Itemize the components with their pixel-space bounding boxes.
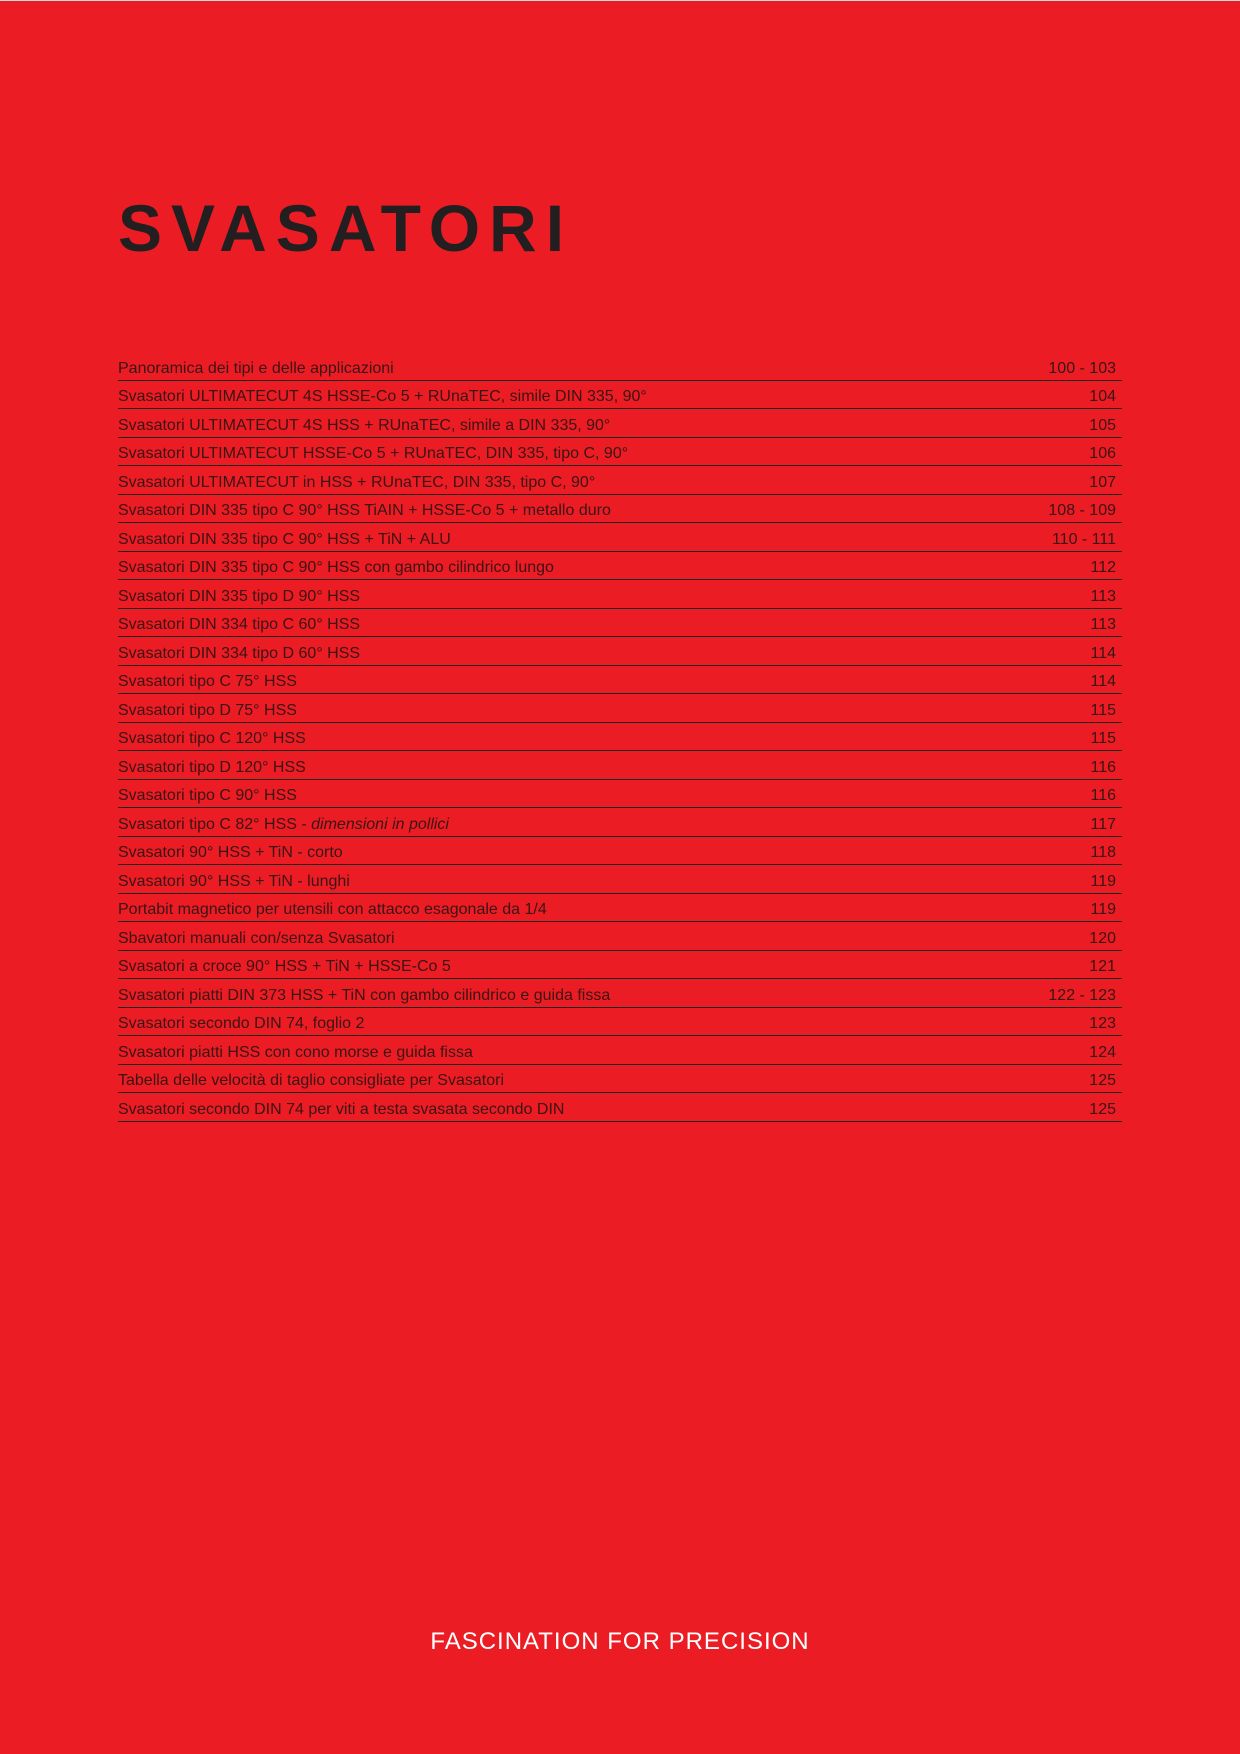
toc-entry-label: [118, 388, 647, 406]
toc-entry-page-range: 104: [1089, 388, 1116, 405]
toc-entry-page-range: 107: [1089, 473, 1116, 491]
toc-row[interactable]: [118, 495, 1122, 524]
toc-entry-text: Svasatori piatti DIN 373 HSS + TiN con gambo cilindrico e guida fissa: [118, 986, 611, 1004]
toc-entry-label: [118, 987, 610, 1005]
toc-row[interactable]: [118, 865, 1122, 894]
toc-row[interactable]: [118, 409, 1122, 438]
toc-entry-text: Svasatori secondo DIN 74, foglio 2: [118, 1015, 365, 1032]
toc-row[interactable]: [118, 979, 1122, 1008]
toc-row[interactable]: [118, 894, 1122, 923]
toc-row[interactable]: [118, 1036, 1122, 1065]
toc-entry-label: [118, 759, 306, 777]
toc-entry-label: [118, 816, 449, 834]
toc-entry-label: [118, 502, 611, 520]
toc-entry-label: [118, 474, 595, 492]
toc-entry-label: [118, 901, 547, 919]
toc-entry-label: [118, 930, 395, 948]
toc-row[interactable]: [118, 780, 1122, 809]
toc-entry-page-range: 106: [1089, 445, 1116, 462]
toc-entry-page-range: 121: [1089, 958, 1116, 975]
toc-entry-text: Svasatori tipo D 75° HSS: [118, 701, 297, 719]
table-of-contents: [118, 352, 1122, 1122]
toc-entry-label: [118, 360, 394, 378]
toc-entry-label: [118, 873, 350, 891]
toc-row[interactable]: [118, 666, 1122, 695]
toc-row[interactable]: [118, 352, 1122, 381]
toc-row[interactable]: [118, 694, 1122, 723]
toc-entry-page-range: 119: [1090, 872, 1116, 890]
toc-entry-text: Sbavatori manuali con/senza Svasatori: [118, 929, 395, 947]
toc-entry-label: [118, 417, 610, 435]
toc-row[interactable]: [118, 951, 1122, 980]
toc-entry-label: [118, 616, 360, 634]
toc-entry-text: Svasatori ULTIMATECUT 4S HSSE-Co 5 + RUnaTEC, simile DIN 335, 90°: [118, 388, 647, 405]
toc-entry-page-range: 108 - 109: [1048, 502, 1116, 519]
toc-entry-text: Svasatori DIN 335 tipo C 90° HSS TiAIN + HSSE-Co 5 + metallo duro: [118, 502, 611, 519]
toc-entry-page-range: 124: [1089, 1043, 1116, 1061]
toc-entry-page-range: 114: [1090, 644, 1116, 662]
toc-entry-page-range: 113: [1090, 616, 1116, 633]
toc-entry-label: [118, 1015, 364, 1033]
toc-entry-text: Svasatori 90° HSS + TiN - corto: [118, 844, 343, 861]
toc-entry-text: Svasatori ULTIMATECUT in HSS + RUnaTEC, DIN 335, tipo C, 90°: [118, 473, 596, 491]
toc-entry-text: Svasatori DIN 334 tipo C 60° HSS: [118, 616, 361, 633]
toc-entry-text: Svasatori DIN 335 tipo C 90° HSS + TiN + ALU: [118, 530, 451, 548]
toc-entry-page-range: 105: [1089, 416, 1116, 434]
toc-entry-page-range: 100 - 103: [1048, 359, 1116, 377]
toc-entry-page-range: 123: [1089, 1015, 1116, 1032]
toc-entry-text: Svasatori DIN 334 tipo D 60° HSS: [118, 644, 361, 662]
toc-entry-text: Svasatori DIN 335 tipo D 90° HSS: [118, 587, 361, 605]
toc-entry-label: [118, 958, 451, 976]
toc-row[interactable]: [118, 1065, 1122, 1094]
toc-entry-text: Svasatori tipo C 90° HSS: [118, 787, 297, 804]
toc-entry-label: [118, 445, 628, 463]
toc-entry-text: Tabella delle velocità di taglio consigliate per Svasatori: [118, 1072, 504, 1089]
toc-entry-page-range: 113: [1090, 587, 1116, 605]
toc-entry-page-range: 125: [1089, 1100, 1116, 1118]
section-title: SVASATORI: [118, 191, 574, 265]
toc-row[interactable]: [118, 1008, 1122, 1037]
toc-entry-label: [118, 588, 360, 606]
toc-entry-page-range: 117: [1090, 815, 1116, 833]
toc-entry-label: [118, 844, 343, 862]
toc-entry-text: Svasatori DIN 335 tipo C 90° HSS con gambo cilindrico lungo: [118, 559, 554, 576]
toc-entry-label: [118, 1072, 504, 1090]
toc-entry-text: Svasatori tipo C 120° HSS: [118, 730, 306, 747]
toc-entry-page-range: 116: [1090, 787, 1116, 804]
toc-entry-page-range: 115: [1090, 701, 1116, 719]
toc-entry-label: [118, 1044, 473, 1062]
toc-entry-page-range: 110 - 111: [1051, 530, 1116, 548]
toc-entry-text: Svasatori secondo DIN 74 per viti a testa svasata secondo DIN: [118, 1100, 565, 1118]
toc-entry-label: [118, 531, 451, 549]
toc-entry-page-range: 118: [1090, 844, 1116, 861]
toc-row[interactable]: [118, 637, 1122, 666]
toc-row[interactable]: [118, 438, 1122, 467]
toc-row[interactable]: [118, 381, 1122, 410]
toc-entry-text: Svasatori ULTIMATECUT 4S HSS + RUnaTEC, simile a DIN 335, 90°: [118, 416, 611, 434]
toc-entry-label: [118, 730, 306, 748]
toc-row[interactable]: [118, 922, 1122, 951]
toc-entry-label: [118, 1101, 564, 1119]
toc-entry-page-range: 114: [1090, 673, 1116, 690]
toc-entry-label: [118, 645, 360, 663]
toc-row[interactable]: [118, 751, 1122, 780]
toc-row[interactable]: [118, 552, 1122, 581]
toc-entry-italic-text: dimensioni in pollici: [311, 815, 449, 833]
toc-entry-page-range: 122 - 123: [1048, 986, 1116, 1004]
toc-entry-label: [118, 673, 297, 691]
toc-row[interactable]: [118, 723, 1122, 752]
toc-row[interactable]: [118, 609, 1122, 638]
toc-entry-text: Svasatori ULTIMATECUT HSSE-Co 5 + RUnaTEC, DIN 335, tipo C, 90°: [118, 445, 629, 462]
toc-row[interactable]: [118, 580, 1122, 609]
toc-row[interactable]: [118, 1093, 1122, 1122]
toc-entry-text: Svasatori piatti HSS con cono morse e guida fissa: [118, 1043, 473, 1061]
toc-entry-text: Svasatori tipo D 120° HSS: [118, 758, 306, 776]
toc-entry-label: [118, 559, 554, 577]
toc-entry-label: [118, 787, 297, 805]
toc-entry-label: [118, 702, 297, 720]
page-top-edge: [0, 0, 1240, 1]
toc-row[interactable]: [118, 523, 1122, 552]
footer-slogan: FASCINATION FOR PRECISION: [430, 1628, 810, 1655]
toc-row[interactable]: [118, 808, 1122, 837]
toc-entry-text: Panoramica dei tipi e delle applicazioni: [118, 359, 394, 377]
toc-entry-text: Svasatori a croce 90° HSS + TiN + HSSE-Co 5: [118, 958, 451, 975]
toc-entry-text: Svasatori 90° HSS + TiN - lunghi: [118, 872, 350, 890]
toc-entry-text: Svasatori tipo C 75° HSS: [118, 673, 297, 690]
toc-entry-page-range: 119: [1090, 901, 1116, 918]
toc-entry-page-range: 125: [1089, 1072, 1116, 1089]
toc-entry-text: Portabit magnetico per utensili con attacco esagonale da 1/4: [118, 901, 547, 918]
toc-entry-text: Svasatori tipo C 82° HSS -: [118, 815, 312, 833]
toc-entry-page-range: 120: [1089, 929, 1116, 947]
toc-row[interactable]: [118, 837, 1122, 866]
toc-entry-page-range: 116: [1090, 758, 1116, 776]
toc-row[interactable]: [118, 466, 1122, 495]
toc-entry-page-range: 112: [1090, 559, 1116, 576]
toc-entry-page-range: 115: [1090, 730, 1116, 747]
